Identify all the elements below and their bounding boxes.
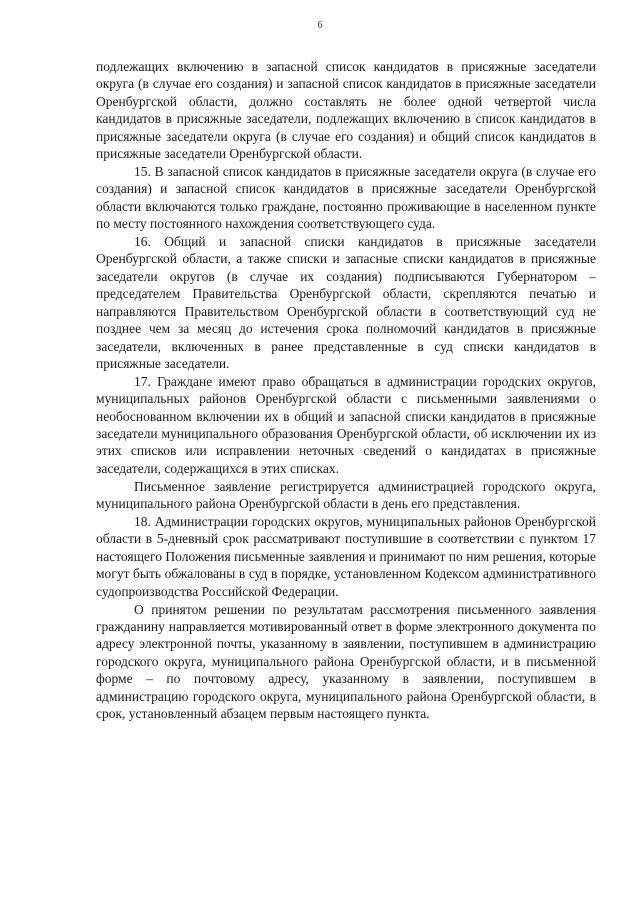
page-number: 6: [317, 20, 323, 31]
paragraph-continuation: подлежащих включению в запасной список кандидатов в присяжные заседатели округа (в случае его создания) и запасной список кандидатов в присяжные заседатели Оренбургской области, должно составлять не более одной четвертой числа кандидатов в присяжные заседатели, подлежащих включению в список кандидатов в присяжные заседатели округа (в случае его создания) и общий список кандидатов в присяжные заседатели Оренбургской области.: [96, 59, 596, 162]
paragraph-item-18-decision: О принятом решении по результатам рассмотрения письменного заявления гражданину направляется мотивированный ответ в форме электронного документа по адресу электронной почты, указанному в заявлении, поступившем в администрацию городского округа, муниципального района Оренбургской области, и в письменной форме – по почтовому адресу, указанному в заявлении, поступившем в администрацию городского округа, муниципального района Оренбургской области, в срок, установленный абзацем первым настоящего пункта.: [96, 601, 596, 722]
paragraph-item-17-registration: Письменное заявление регистрируется администрацией городского округа, муниципального района Оренбургской области в день его представления.: [96, 478, 596, 512]
paragraph-item-15: 15. В запасной список кандидатов в присяжные заседатели округа (в случае его создания) и запасной список кандидатов в присяжные заседатели Оренбургской области включаются только граждане, постоянно проживающие в населенном пункте по месту постоянного нахождения соответствующего суда.: [96, 163, 596, 232]
paragraph-item-17: 17. Граждане имеют право обращаться в администрации городских округов, муниципальных районов Оренбургской области с письменными заявлениями о необоснованном включении их в общий и запасной списки кандидатов в присяжные заседатели муниципального образования Оренбургской области, об исключении их из этих списков или исправлении неточных сведений о кандидатах в присяжные заседатели, содержащихся в этих списках.: [96, 373, 596, 476]
paragraph-item-18: 18. Администрации городских округов, муниципальных районов Оренбургской области в 5-дневный срок рассматривают поступившие в соответствии с пунктом 17 настоящего Положения письменные заявления и принимают по ним решения, которые могут быть обжалованы в суд в порядке, установленном Кодексом административного судопроизводства Российской Федерации.: [96, 514, 596, 599]
document-body: [96, 58, 596, 722]
paragraph-item-16: 16. Общий и запасной списки кандидатов в присяжные заседатели Оренбургской области, а также списки и запасные списки кандидатов в присяжные заседатели округов (в случае их создания) подписываются Губернатором – председателем Правительства Оренбургской области, скрепляются печатью и направляются Правительством Оренбургской области в соответствующий суд не позднее чем за месяц до истечения срока полномочий кандидатов в присяжные заседатели, включенных в ранее представленные в суд списки кандидатов в присяжные заседатели.: [96, 234, 596, 371]
